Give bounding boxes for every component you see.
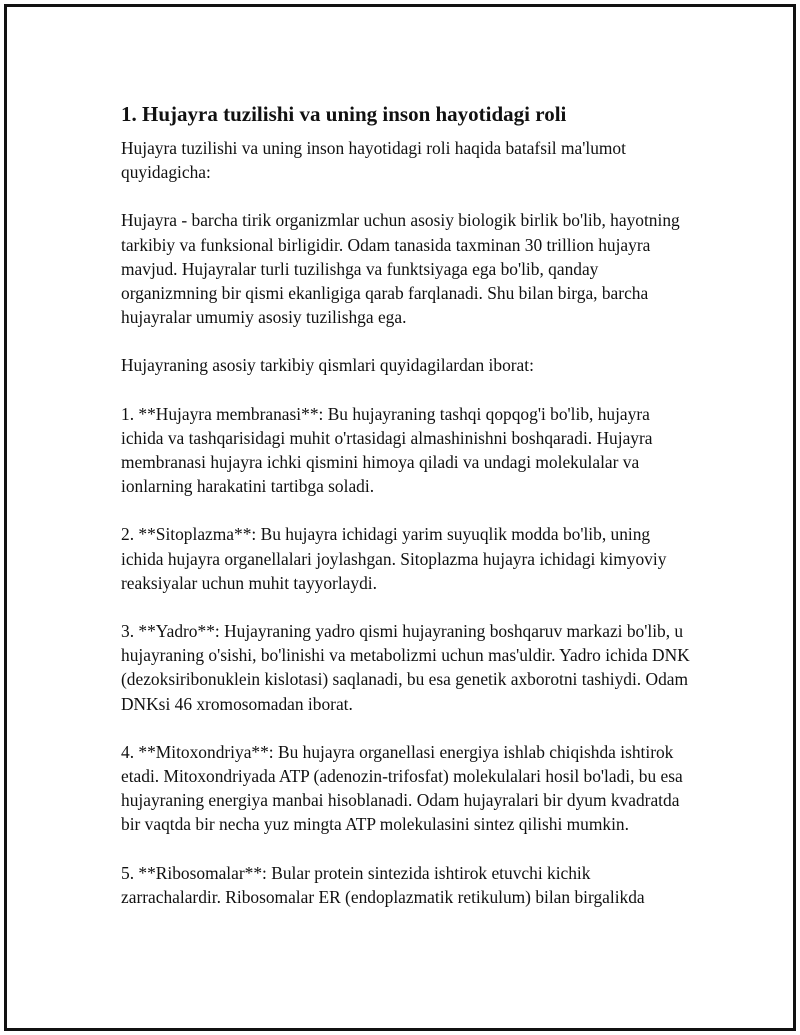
page-frame	[4, 4, 796, 1031]
list-item-cytoplasm: 2. **Sitoplazma**: Bu hujayra ichidagi yarim suyuqlik modda bo'lib, uning ichida hujayra organellalari joylashgan. Sitoplazma hujayra ichidagi kimyoviy reaksiyalar uchun muhit tayyorlaydi.	[121, 524, 667, 593]
paragraph-intro: Hujayra tuzilishi va uning inson hayotidagi roli haqida batafsil ma'lumot quyidagicha:	[121, 138, 626, 183]
list-item-mitochondria: 4. **Mitoxondriya**: Bu hujayra organellasi energiya ishlab chiqishda ishtirok etadi. Mitoxondriyada ATP (adenozin-trifosfat) molekulalari hosil bo'ladi, bu esa hujayraning energiya manbai hisoblanadi. Odam hujayralari bir dyum kvadratda bir vaqtda bir necha yuz mingta ATP molekulasini sintez qilishi mumkin.	[121, 741, 683, 835]
paragraph-components-intro: Hujayraning asosiy tarkibiy qismlari quyidagilardan iborat:	[121, 355, 534, 376]
document-body	[121, 100, 691, 909]
list-item-cell-membrane: 1. **Hujayra membranasi**: Bu hujayraning tashqi qopqog'i bo'lib, hujayra ichida va tashqarisidagi muhit o'rtasidagi almashinishni boshqaradi. Hujayra membranasi hujayra ichki qismini himoya qiladi va undagi molekulalar va ionlarning harakatini tartibga soladi.	[121, 403, 653, 497]
document-title: 1. Hujayra tuzilishi va uning inson hayotidagi roli	[121, 102, 567, 126]
list-item-ribosomes: 5. **Ribosomalar**: Bular protein sintezida ishtirok etuvchi kichik zarrachalardir. Ribosomalar ER (endoplazmatik retikulum) bilan birgalikda	[121, 862, 645, 907]
list-item-nucleus: 3. **Yadro**: Hujayraning yadro qismi hujayraning boshqaruv markazi bo'lib, u hujayraning o'sishi, bo'linishi va metabolizmi uchun mas'uldir. Yadro ichida DNK (dezoksiribonuklein kislotasi) saqlanadi, bu esa genetik axborotni tashiydi. Odam DNKsi 46 xromosomadan iborat.	[121, 621, 690, 714]
paragraph-cell-definition: Hujayra - barcha tirik organizmlar uchun asosiy biologik birlik bo'lib, hayotning tarkibiy va funksional birligidir. Odam tanasida taxminan 30 trillion hujayra mavjud. Hujayralar turli tuzilishga va funktsiyaga ega bo'lib, qanday organizmning bir qismi ekanligiga qarab farqlanadi. Shu bilan birga, barcha hujayralar umumiy asosiy tuzilishga ega.	[121, 210, 680, 328]
